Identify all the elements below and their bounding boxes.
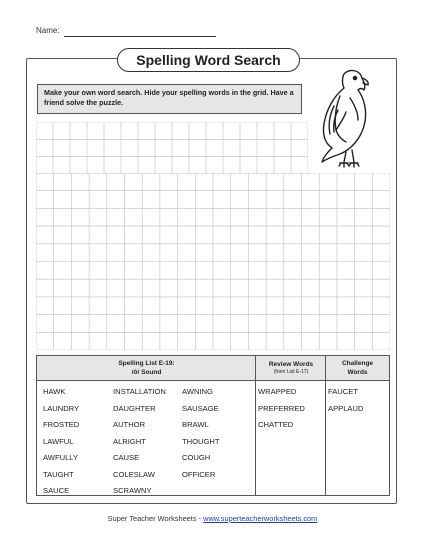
- instructions-box: Make your own word search. Hide your spelling words in the grid. Have a friend solve the puzzle.: [37, 84, 302, 114]
- footer-text: Super Teacher Worksheets -: [107, 514, 204, 523]
- word-item: FAUCET: [328, 387, 358, 396]
- spelling-list-column-3: [182, 384, 220, 483]
- page-title: Spelling Word Search: [117, 48, 300, 72]
- word-item: CAUSE: [113, 453, 140, 462]
- word-item: WRAPPED: [258, 387, 297, 396]
- review-words-column: [258, 384, 305, 434]
- bird-icon: [314, 66, 374, 170]
- word-grid-main[interactable]: [36, 173, 390, 350]
- spelling-list-header: [37, 356, 256, 380]
- challenge-words-title: Challenge: [341, 360, 374, 367]
- word-item: APPLAUD: [328, 403, 364, 413]
- review-words-sub: (from List E-17): [273, 369, 309, 375]
- review-words-title: Review Words: [268, 361, 314, 368]
- spelling-list-column-2: [113, 384, 166, 500]
- name-line[interactable]: [64, 36, 216, 37]
- word-item: AUTHOR: [113, 420, 146, 429]
- column-divider: [255, 356, 256, 495]
- footer: [0, 514, 425, 523]
- word-item: OFFICER: [182, 469, 216, 479]
- word-item: HAWK: [43, 387, 66, 396]
- word-item: TAUGHT: [43, 469, 74, 479]
- name-label: Name:: [36, 26, 60, 35]
- word-item: SAUSAGE: [182, 403, 219, 413]
- challenge-words-header: [326, 356, 389, 380]
- word-item: BRAWL: [182, 420, 209, 429]
- spelling-list-column-1: [43, 384, 79, 500]
- word-item: COLESLAW: [113, 469, 155, 479]
- challenge-words-sub: Words: [347, 369, 368, 376]
- word-item: PREFERRED: [258, 403, 305, 413]
- footer-link[interactable]: www.superteacherworksheets.com: [203, 514, 318, 523]
- word-item: INSTALLATION: [113, 387, 166, 396]
- word-item: DAUGHTER: [113, 403, 156, 413]
- spelling-list-sound: /ô/ Sound: [131, 369, 162, 376]
- word-table-header: [37, 356, 389, 381]
- word-table: [36, 355, 390, 496]
- word-item: CHATTED: [258, 420, 294, 429]
- word-item: THOUGHT: [182, 436, 220, 446]
- word-item: SCRAWNY: [113, 486, 152, 495]
- word-item: AWNING: [182, 387, 213, 396]
- word-item: LAUNDRY: [43, 403, 80, 413]
- review-words-header: [256, 356, 326, 380]
- word-item: ALRIGHT: [113, 436, 146, 446]
- column-divider: [325, 356, 326, 495]
- word-grid-top[interactable]: [36, 122, 308, 174]
- spelling-list-title: Spelling List E-19:: [118, 360, 175, 367]
- challenge-words-column: [328, 384, 363, 417]
- word-item: LAWFUL: [43, 436, 74, 446]
- word-item: SAUCE: [43, 486, 70, 495]
- word-item: COUGH: [182, 453, 211, 462]
- word-item: AWFULLY: [43, 453, 79, 462]
- word-item: FROSTED: [43, 420, 80, 429]
